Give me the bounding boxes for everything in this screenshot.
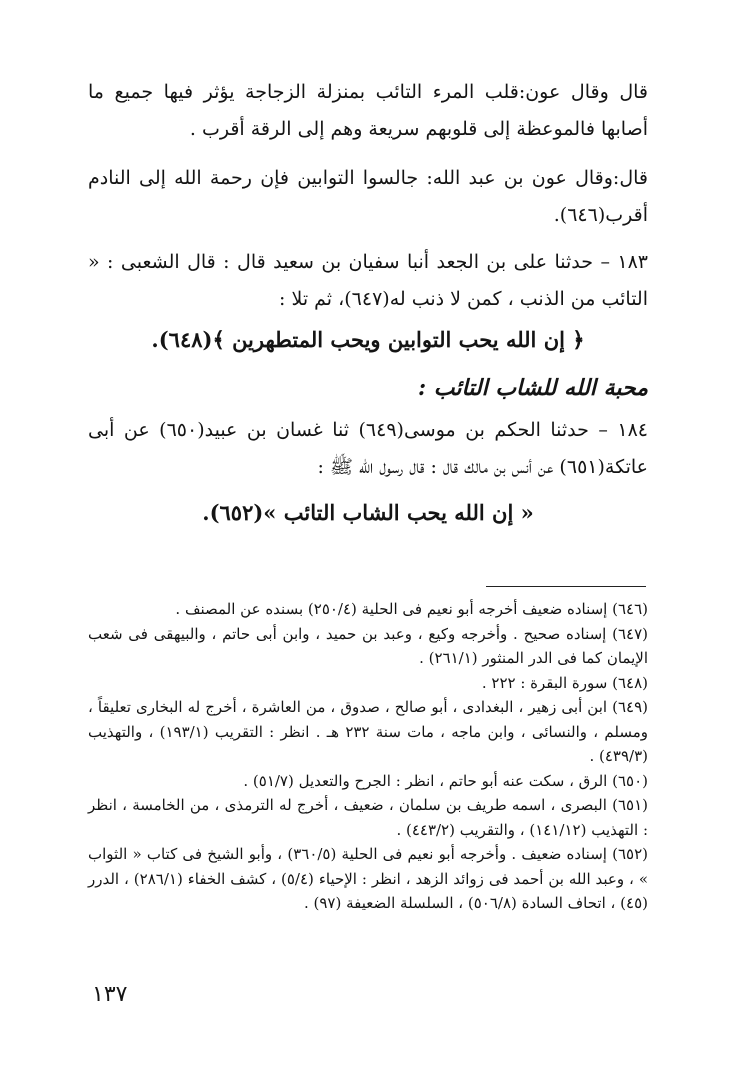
footnote-648: (٦٤٨) سورة البقرة : ٢٢٢ . [481, 673, 648, 692]
main-text [88, 74, 648, 536]
footnote-652: (٦٥٢) إسناده ضعيف . وأخرجه أبو نعيم فى الحلية (٣٦٠/٥) ، وأبو الشيخ فى كتاب « الثواب » ، وعبد الله بن أحمد فى زوائد الزهد ، انظر : الإحياء (٥/٤) ، كشف الخفاء (٢٨٦/١) ، الدرر (٤٥) ، اتحاف السادة (٥٠٦/٨) ، السلسلة الضعيفة (٩٧) . [88, 845, 648, 912]
hadith-184: ١٨٤ – حدثنا الحكم بن موسى(٦٤٩) ثنا غسان بن عبيد(٦٥٠) عن أبى عاتكة(٦٥١) عن أنس بن مالك قال : قال رسول الله ﷺ : [88, 419, 648, 478]
footnote-646: (٦٤٦) إسناده ضعيف أخرجه أبو نعيم فى الحلية (٢٥٠/٤) بسنده عن المصنف . [175, 600, 648, 618]
footnotes [88, 597, 648, 916]
footnote-647: (٦٤٧) إسناده صحيح . وأخرجه وكيع ، وعبد بن حميد ، وابن أبى حاتم ، والبيهقى فى شعب الإيمان كما فى الدر المنثور (٢٦١/١) . [88, 624, 648, 667]
footnote-649: (٦٤٩) ابن أبى زهير ، البغدادى ، أبو صالح ، صدوق ، من العاشرة ، أخرج له البخارى تعليقاً ، ومسلم ، والنسائى ، وابن ماجه ، مات سنة ٢٣٢ هـ . انظر : التقريب (١٩٣/١) ، والتهذيب (٤٣٩/٣) . [88, 698, 649, 765]
paragraph-awn-1: قال وقال عون:قلب المرء التائب بمنزلة الزجاجة يؤثر فيها جميع ما أصابها فالموعظة إلى قلوبهم سريعة وهم إلى الرقة أقرب . [88, 81, 648, 140]
section-heading: محبة الله للشاب التائب : [418, 375, 648, 401]
hadith-184-text: « إن الله يحب الشاب التائب »(٦٥٢). [202, 500, 534, 525]
page-number: ١٣٧ [92, 982, 128, 1007]
hadith-183: ١٨٣ – حدثنا على بن الجعد أنبا سفيان بن سعيد قال : قال الشعبى : « التائب من الذنب ، كمن لا ذنب له(٦٤٧)، ثم تلا : [88, 251, 648, 310]
paragraph-awn-2: قال:وقال عون بن عبد الله: جالسوا التوابين فإن رحمة الله إلى النادم أقرب(٦٤٦). [88, 167, 648, 226]
footnote-650: (٦٥٠) الرق ، سكت عنه أبو حاتم ، انظر : الجرح والتعديل (٥١/٧) . [243, 771, 648, 790]
footnote-divider [486, 586, 646, 587]
footnote-651: (٦٥١) البصرى ، اسمه طريف بن سلمان ، ضعيف ، أخرج له الترمذى ، من الخامسة ، انظر : التهذيب (١٤١/١٢) ، والتقريب (٤٤٣/٢) . [88, 796, 648, 839]
quran-verse: ﴿ إن الله يحب التوابين ويحب المتطهرين ﴾(٦٤٨). [151, 327, 585, 352]
